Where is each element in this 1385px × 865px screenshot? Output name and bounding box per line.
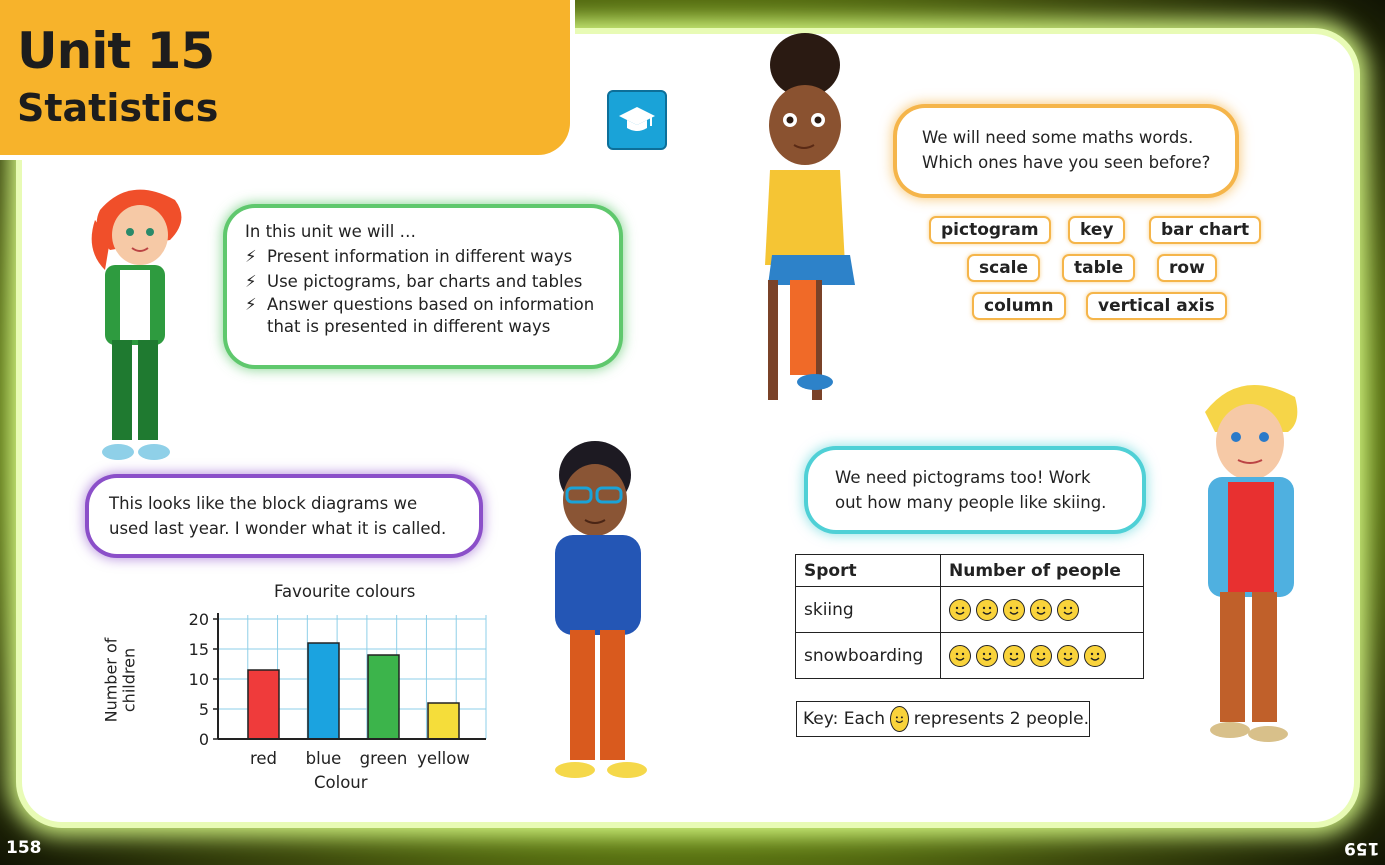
key-prefix: Key: Each (803, 709, 885, 729)
smiley-icon (1030, 645, 1052, 667)
girl-red-hair-illustration (70, 180, 195, 470)
chart-bar (428, 703, 459, 739)
pictogram-key (796, 701, 1090, 737)
pictogram-speech-bubble (808, 450, 1142, 530)
table-cell-symbols (941, 633, 1144, 679)
bar-chart (170, 605, 500, 775)
unit-subtitle: Statistics (17, 86, 219, 130)
word-tag-row: row (1157, 254, 1217, 282)
word-tag-column: column (972, 292, 1066, 320)
bubble-line: out how many people like skiing. (835, 492, 1107, 512)
chart-bar (368, 655, 399, 739)
table-cell-sport: snowboarding (796, 633, 941, 679)
chart-y-tick-label: 20 (188, 610, 209, 629)
intro-bullet: ⚡ Present information in different ways (245, 245, 610, 270)
word-tag-table: table (1062, 254, 1135, 282)
sport-pictogram-table (795, 554, 1144, 679)
lightning-icon: ⚡ (245, 271, 257, 291)
lightning-icon: ⚡ (245, 246, 257, 266)
intro-speech-bubble (227, 208, 619, 365)
intro-lead: In this unit we will … (245, 222, 417, 241)
chart-x-tick-label: red (249, 749, 278, 768)
chart-title: Favourite colours (274, 582, 416, 601)
girl-sitting-illustration (750, 30, 870, 405)
chart-y-axis-label: Number of children (101, 637, 138, 723)
smiley-icon (1030, 599, 1052, 621)
smiley-icon (949, 599, 971, 621)
table-row (796, 587, 1144, 633)
chart-x-axis-label: Colour (314, 773, 368, 792)
smiley-icon (949, 645, 971, 667)
smiley-icon (1084, 645, 1106, 667)
block-diagram-speech-bubble (89, 478, 479, 554)
table-header-row (796, 555, 1144, 587)
smiley-icon (1003, 599, 1025, 621)
page-number-right: 159 (1343, 838, 1379, 858)
chart-x-tick-label: green (359, 749, 408, 768)
smiley-icon (976, 645, 998, 667)
chart-y-tick-label: 0 (198, 730, 209, 749)
boy-glasses-illustration (535, 430, 655, 790)
chart-y-tick-label: 15 (188, 640, 209, 659)
word-tag-bar-chart: bar chart (1149, 216, 1261, 244)
maths-words-speech-bubble (897, 108, 1235, 194)
unit-banner (0, 0, 570, 155)
bubble-line: We will need some maths words. (922, 128, 1194, 147)
table-cell-sport: skiing (796, 587, 941, 633)
boy-blonde-illustration (1190, 372, 1305, 757)
smiley-icon (1003, 645, 1025, 667)
unit-title: Unit 15 (17, 22, 215, 80)
lightning-icon: ⚡ (245, 295, 257, 315)
table-header: Sport (796, 555, 941, 587)
chart-bar (308, 643, 339, 739)
bubble-line: Which ones have you seen before? (922, 152, 1211, 172)
smiley-icon (1057, 599, 1079, 621)
bubble-line: used last year. I wonder what it is called. (109, 518, 447, 538)
intro-bullet: ⚡ Answer questions based on information that is presented in different ways (245, 295, 595, 336)
smiley-icon (976, 599, 998, 621)
word-tag-vertical-axis: vertical axis (1086, 292, 1227, 320)
intro-bullet: ⚡ Use pictograms, bar charts and tables (245, 270, 610, 295)
chart-y-tick-label: 10 (188, 670, 209, 689)
chart-x-tick-label: blue (305, 749, 342, 768)
word-tag-scale: scale (967, 254, 1040, 282)
table-row (796, 633, 1144, 679)
graduation-cap-icon[interactable] (607, 90, 667, 150)
key-suffix: represents 2 people. (913, 709, 1089, 729)
page-number-left: 158 (6, 838, 42, 858)
chart-y-tick-label: 5 (198, 700, 209, 719)
chart-bar (248, 670, 279, 739)
smiley-icon (1057, 645, 1079, 667)
bubble-line: This looks like the block diagrams we (109, 494, 418, 513)
bubble-line: We need pictograms too! Work (835, 468, 1091, 487)
word-tag-pictogram: pictogram (929, 216, 1051, 244)
smiley-icon (890, 706, 909, 732)
word-tag-key: key (1068, 216, 1125, 244)
chart-x-tick-label: yellow (417, 749, 470, 768)
table-header: Number of people (941, 555, 1144, 587)
table-cell-symbols (941, 587, 1144, 633)
